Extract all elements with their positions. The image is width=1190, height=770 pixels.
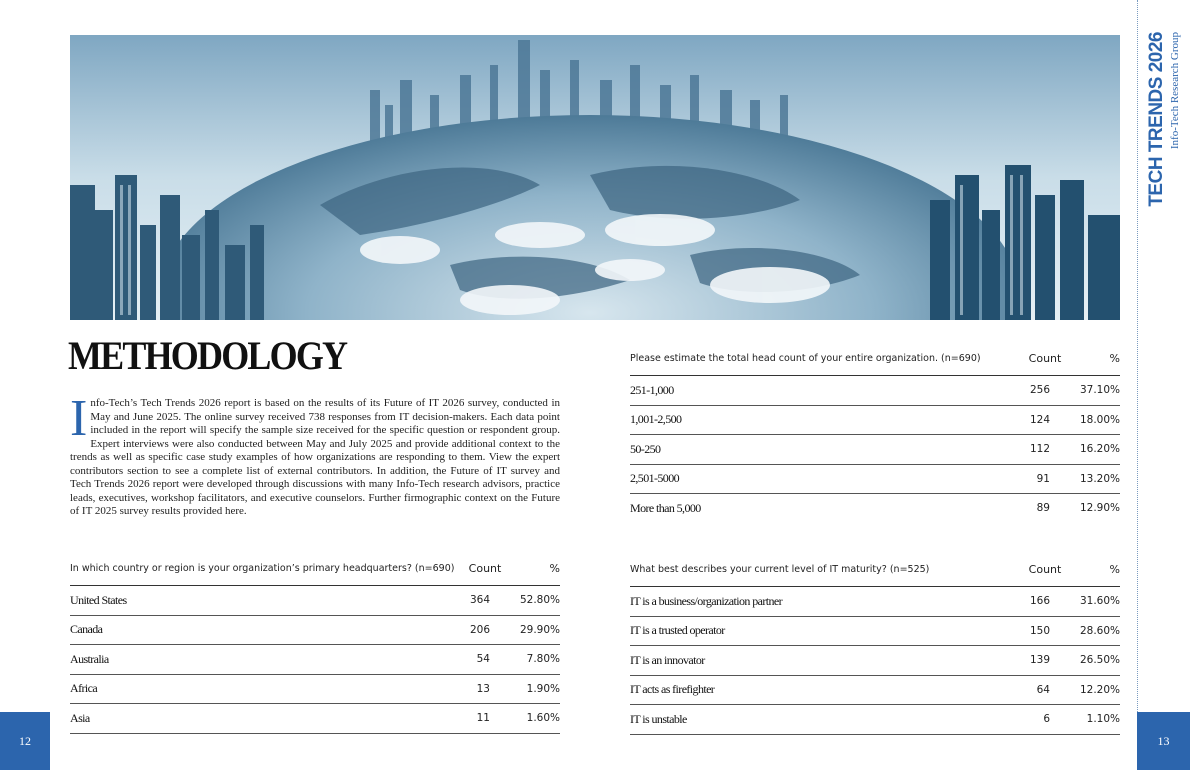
hero-illustration: [70, 35, 1120, 320]
table-row: [630, 587, 1120, 617]
table-header: [70, 551, 560, 586]
row-label: Africa: [70, 681, 98, 696]
table-row: [630, 646, 1120, 676]
table-question: In which country or region is your organization’s primary headquarters? (n=690): [70, 562, 455, 574]
table-row: [630, 494, 1120, 523]
percent-header: %: [549, 561, 560, 575]
maturity-table: [630, 552, 1120, 735]
table-question: Please estimate the total head count of your entire organization. (n=690): [630, 352, 981, 364]
page-number-right: 13: [1137, 712, 1190, 770]
count-header: Count: [1028, 351, 1062, 365]
row-count: 166: [1029, 595, 1050, 608]
row-label: Canada: [70, 622, 103, 637]
table-row: [630, 465, 1120, 495]
table-row: [630, 406, 1120, 436]
running-header: [1140, 32, 1186, 207]
row-percent: 12.90%: [1079, 502, 1120, 515]
table-row: [70, 586, 560, 616]
row-label: IT is a business/organization partner: [630, 593, 782, 608]
row-percent: 1.90%: [526, 682, 560, 695]
drop-cap: I: [70, 390, 88, 447]
row-count: 256: [1029, 384, 1050, 397]
row-label: IT is a trusted operator: [630, 623, 725, 638]
percent-header: %: [1109, 562, 1120, 576]
row-label: Australia: [70, 651, 109, 666]
count-header: Count: [468, 561, 502, 575]
row-percent: 26.50%: [1079, 654, 1120, 667]
row-label: More than 5,000: [630, 500, 701, 515]
table-row: [630, 676, 1120, 706]
row-count: 89: [1036, 502, 1050, 515]
row-label: 2,501-5000: [630, 471, 679, 486]
globe-city-illustration: [70, 35, 1120, 320]
table-row: [70, 704, 560, 734]
row-count: 124: [1029, 413, 1050, 426]
row-percent: 12.20%: [1079, 683, 1120, 696]
row-percent: 1.60%: [526, 712, 560, 725]
table-header: [630, 341, 1120, 376]
row-count: 139: [1029, 654, 1050, 667]
row-percent: 16.20%: [1079, 443, 1120, 456]
row-label: Asia: [70, 710, 90, 725]
table-row: [630, 617, 1120, 647]
row-label: 50-250: [630, 441, 661, 456]
hq-table: [70, 551, 560, 734]
table-row: [70, 616, 560, 646]
row-percent: 28.60%: [1079, 624, 1120, 637]
table-row: [630, 435, 1120, 465]
row-count: 150: [1029, 624, 1050, 637]
table-row: [630, 376, 1120, 406]
table-question: What best describes your current level of IT maturity? (n=525): [630, 563, 930, 575]
table-row: [70, 675, 560, 705]
row-count: 11: [476, 712, 490, 725]
row-label: IT is an innovator: [630, 652, 705, 667]
row-percent: 29.90%: [519, 623, 560, 636]
row-count: 13: [476, 682, 490, 695]
report-title: TECH TRENDS 2026: [1145, 32, 1167, 207]
row-percent: 31.60%: [1079, 595, 1120, 608]
headcount-table: [630, 341, 1120, 523]
page-title: METHODOLOGY: [68, 333, 347, 378]
table-header: [630, 552, 1120, 587]
row-percent: 18.00%: [1079, 413, 1120, 426]
row-label: 251-1,000: [630, 382, 674, 397]
row-percent: 52.80%: [519, 594, 560, 607]
row-label: United States: [70, 592, 127, 607]
table-row: [70, 645, 560, 675]
intro-text: nfo-Tech’s Tech Trends 2026 report is based on the results of its Future of IT 2026 survey, conducted in May and June 2025. The online survey received 738 responses from IT decision-makers. Each data point included in the report will specify the sample size received for the specific question or respondent group. Expert interviews were also conducted between May and July 2025 and provide additional context to the trends as well as specific case study examples of how organizations are responding to them. View the expert contributors section to see a complete list of external contributors. In addition, the Future of IT survey and Tech Trends 2026 report were developed through discussions with many Info-Tech research advisors, practice leads, executives, workshop facilitators, and executive counselors. Further firmographic context on the Future of IT 2025 survey results provided here.: [70, 397, 560, 517]
row-percent: 13.20%: [1079, 472, 1120, 485]
table-row: [630, 705, 1120, 735]
row-label: 1,001-2,500: [630, 412, 682, 427]
margin-dotted-rule: [1137, 0, 1138, 712]
row-count: 64: [1036, 683, 1050, 696]
row-count: 364: [469, 594, 490, 607]
row-label: IT is unstable: [630, 711, 687, 726]
row-count: 206: [469, 623, 490, 636]
row-count: 6: [1043, 713, 1050, 726]
percent-header: %: [1109, 351, 1120, 365]
page-number-left: 12: [0, 712, 50, 770]
row-label: IT acts as firefighter: [630, 682, 715, 697]
count-header: Count: [1028, 562, 1062, 576]
publisher-name: Info-Tech Research Group: [1168, 32, 1181, 150]
row-percent: 37.10%: [1079, 384, 1120, 397]
row-count: 91: [1036, 472, 1050, 485]
row-count: 112: [1029, 443, 1050, 456]
intro-paragraph: [70, 390, 560, 519]
row-percent: 1.10%: [1086, 713, 1120, 726]
row-count: 54: [476, 653, 490, 666]
row-percent: 7.80%: [526, 653, 560, 666]
